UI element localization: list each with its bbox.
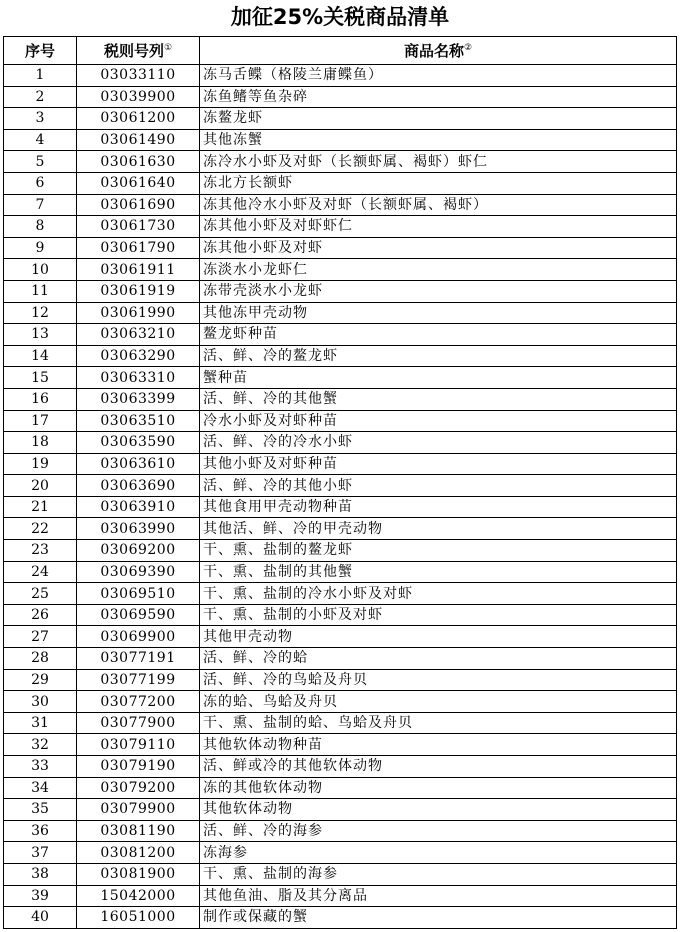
row-code-cell: 03069510 — [77, 583, 200, 605]
row-seq-cell: 38 — [4, 863, 77, 885]
row-name-cell: 冻的其他软体动物 — [200, 777, 677, 799]
row-code-cell: 03069200 — [77, 540, 200, 562]
table-row — [4, 561, 677, 583]
row-seq-cell: 13 — [4, 324, 77, 346]
row-code-cell: 03063510 — [77, 410, 200, 432]
row-name-cell: 冻其他小虾及对虾虾仁 — [200, 216, 677, 238]
row-name-cell: 冻海参 — [200, 842, 677, 864]
table-row — [4, 712, 677, 734]
table-row — [4, 453, 677, 475]
row-name-cell: 活、鲜、冷的冷水小虾 — [200, 432, 677, 454]
row-seq-cell: 30 — [4, 691, 77, 713]
table-body — [4, 65, 677, 929]
row-name-cell: 制作或保藏的蟹 — [200, 907, 677, 929]
table-row — [4, 583, 677, 605]
table-row — [4, 86, 677, 108]
row-code-cell: 03081200 — [77, 842, 200, 864]
table-row — [4, 885, 677, 907]
row-code-cell: 03069900 — [77, 626, 200, 648]
row-seq-cell: 16 — [4, 388, 77, 410]
table-row — [4, 777, 677, 799]
row-name-cell: 活、鲜、冷的鳌龙虾 — [200, 345, 677, 367]
table-row — [4, 820, 677, 842]
row-seq-cell: 32 — [4, 734, 77, 756]
row-code-cell: 03079110 — [77, 734, 200, 756]
header-code — [77, 37, 200, 65]
table-row — [4, 475, 677, 497]
row-name-cell: 其他冻蟹 — [200, 129, 677, 151]
row-seq-cell: 14 — [4, 345, 77, 367]
row-name-cell: 活、鲜、冷的蛤 — [200, 648, 677, 670]
row-code-cell: 03063610 — [77, 453, 200, 475]
table-row — [4, 259, 677, 281]
table-row — [4, 863, 677, 885]
row-code-cell: 03061790 — [77, 237, 200, 259]
row-code-cell: 03063399 — [77, 388, 200, 410]
row-code-cell: 03063310 — [77, 367, 200, 389]
row-seq-cell: 24 — [4, 561, 77, 583]
row-seq-cell: 33 — [4, 756, 77, 778]
row-seq-cell: 22 — [4, 518, 77, 540]
row-name-cell: 活、鲜、冷的其他蟹 — [200, 388, 677, 410]
row-seq-cell: 40 — [4, 907, 77, 929]
row-code-cell: 03077900 — [77, 712, 200, 734]
header-name — [200, 37, 677, 65]
table-row — [4, 604, 677, 626]
row-seq-cell: 20 — [4, 475, 77, 497]
row-name-cell: 冻冷水小虾及对虾（长额虾属、褐虾）虾仁 — [200, 151, 677, 173]
row-code-cell: 03061911 — [77, 259, 200, 281]
row-name-cell: 冻马舌鲽（格陵兰庸鲽鱼） — [200, 65, 677, 87]
row-name-cell: 活、鲜、冷的海参 — [200, 820, 677, 842]
table-row — [4, 907, 677, 929]
row-code-cell: 03081190 — [77, 820, 200, 842]
row-code-cell: 03063590 — [77, 432, 200, 454]
header-name-label: 商品名称 — [403, 41, 464, 60]
row-seq-cell: 29 — [4, 669, 77, 691]
row-code-cell: 03061640 — [77, 172, 200, 194]
header-code-footnote: ① — [163, 42, 173, 53]
row-name-cell: 其他甲壳动物 — [200, 626, 677, 648]
table-row — [4, 432, 677, 454]
row-name-cell: 活、鲜、冷的鸟蛤及舟贝 — [200, 669, 677, 691]
row-seq-cell: 9 — [4, 237, 77, 259]
row-seq-cell: 11 — [4, 280, 77, 302]
table-row — [4, 540, 677, 562]
row-code-cell: 03061490 — [77, 129, 200, 151]
row-name-cell: 冻淡水小龙虾仁 — [200, 259, 677, 281]
table-row — [4, 756, 677, 778]
table-row — [4, 129, 677, 151]
row-code-cell: 03077200 — [77, 691, 200, 713]
row-code-cell: 03033110 — [77, 65, 200, 87]
row-name-cell: 干、熏、盐制的鳌龙虾 — [200, 540, 677, 562]
row-name-cell: 冻的蛤、鸟蛤及舟贝 — [200, 691, 677, 713]
row-name-cell: 干、熏、盐制的海参 — [200, 863, 677, 885]
table-row — [4, 345, 677, 367]
row-seq-cell: 31 — [4, 712, 77, 734]
row-code-cell: 03063290 — [77, 345, 200, 367]
row-name-cell: 活、鲜或冷的其他软体动物 — [200, 756, 677, 778]
row-name-cell: 冻鱼鳍等鱼杂碎 — [200, 86, 677, 108]
row-name-cell: 其他小虾及对虾种苗 — [200, 453, 677, 475]
table-row — [4, 518, 677, 540]
row-seq-cell: 15 — [4, 367, 77, 389]
table-row — [4, 691, 677, 713]
table-row — [4, 280, 677, 302]
table-row — [4, 626, 677, 648]
row-name-cell: 冻其他小虾及对虾 — [200, 237, 677, 259]
row-code-cell: 03063210 — [77, 324, 200, 346]
row-seq-cell: 3 — [4, 108, 77, 130]
row-code-cell: 03081900 — [77, 863, 200, 885]
row-seq-cell: 18 — [4, 432, 77, 454]
row-seq-cell: 12 — [4, 302, 77, 324]
row-code-cell: 03061200 — [77, 108, 200, 130]
table-row — [4, 799, 677, 821]
row-code-cell: 03061919 — [77, 280, 200, 302]
row-code-cell: 03063990 — [77, 518, 200, 540]
table-row — [4, 194, 677, 216]
row-code-cell: 03061990 — [77, 302, 200, 324]
row-seq-cell: 28 — [4, 648, 77, 670]
row-code-cell: 03061630 — [77, 151, 200, 173]
row-seq-cell: 39 — [4, 885, 77, 907]
table-row — [4, 216, 677, 238]
table-row — [4, 108, 677, 130]
row-name-cell: 干、熏、盐制的冷水小虾及对虾 — [200, 583, 677, 605]
row-name-cell: 其他软体动物 — [200, 799, 677, 821]
row-seq-cell: 8 — [4, 216, 77, 238]
row-name-cell: 冻其他冷水小虾及对虾（长额虾属、褐虾） — [200, 194, 677, 216]
row-name-cell: 冷水小虾及对虾种苗 — [200, 410, 677, 432]
row-seq-cell: 21 — [4, 496, 77, 518]
row-code-cell: 03063910 — [77, 496, 200, 518]
table-row — [4, 151, 677, 173]
row-seq-cell: 35 — [4, 799, 77, 821]
table-row — [4, 496, 677, 518]
tariff-table — [3, 36, 677, 929]
row-name-cell: 活、鲜、冷的其他小虾 — [200, 475, 677, 497]
row-name-cell: 干、熏、盐制的其他蟹 — [200, 561, 677, 583]
row-seq-cell: 1 — [4, 65, 77, 87]
row-code-cell: 03069590 — [77, 604, 200, 626]
header-seq — [4, 37, 77, 65]
row-seq-cell: 17 — [4, 410, 77, 432]
row-seq-cell: 27 — [4, 626, 77, 648]
row-code-cell: 03039900 — [77, 86, 200, 108]
row-seq-cell: 7 — [4, 194, 77, 216]
row-name-cell: 冻北方长额虾 — [200, 172, 677, 194]
table-row — [4, 842, 677, 864]
row-seq-cell: 36 — [4, 820, 77, 842]
row-name-cell: 其他食用甲壳动物种苗 — [200, 496, 677, 518]
table-row — [4, 65, 677, 87]
row-seq-cell: 6 — [4, 172, 77, 194]
table-row — [4, 669, 677, 691]
row-seq-cell: 2 — [4, 86, 77, 108]
row-name-cell: 干、熏、盐制的小虾及对虾 — [200, 604, 677, 626]
row-seq-cell: 19 — [4, 453, 77, 475]
row-name-cell: 干、熏、盐制的蛤、鸟蛤及舟贝 — [200, 712, 677, 734]
row-seq-cell: 25 — [4, 583, 77, 605]
table-row — [4, 172, 677, 194]
row-name-cell: 其他软体动物种苗 — [200, 734, 677, 756]
table-row — [4, 648, 677, 670]
row-code-cell: 03063690 — [77, 475, 200, 497]
row-name-cell: 鳌龙虾种苗 — [200, 324, 677, 346]
row-seq-cell: 23 — [4, 540, 77, 562]
row-name-cell: 其他鱼油、脂及其分离品 — [200, 885, 677, 907]
row-seq-cell: 37 — [4, 842, 77, 864]
row-code-cell: 03079200 — [77, 777, 200, 799]
table-row — [4, 734, 677, 756]
row-name-cell: 蟹种苗 — [200, 367, 677, 389]
row-code-cell: 03077199 — [77, 669, 200, 691]
table-header-row — [4, 37, 677, 65]
row-code-cell: 03061690 — [77, 194, 200, 216]
row-name-cell: 冻带壳淡水小龙虾 — [200, 280, 677, 302]
row-code-cell: 03079190 — [77, 756, 200, 778]
table-row — [4, 324, 677, 346]
row-code-cell: 15042000 — [77, 885, 200, 907]
row-seq-cell: 10 — [4, 259, 77, 281]
row-code-cell: 16051000 — [77, 907, 200, 929]
row-seq-cell: 5 — [4, 151, 77, 173]
table-row — [4, 388, 677, 410]
table-row — [4, 237, 677, 259]
header-code-label: 税则号列 — [103, 41, 164, 60]
row-name-cell: 其他活、鲜、冷的甲壳动物 — [200, 518, 677, 540]
table-row — [4, 302, 677, 324]
page-title: 加征25%关税商品清单 — [230, 5, 450, 29]
row-code-cell: 03069390 — [77, 561, 200, 583]
row-code-cell: 03079900 — [77, 799, 200, 821]
row-name-cell: 其他冻甲壳动物 — [200, 302, 677, 324]
row-seq-cell: 4 — [4, 129, 77, 151]
table-row — [4, 410, 677, 432]
row-code-cell: 03077191 — [77, 648, 200, 670]
header-name-footnote: ② — [463, 42, 473, 53]
row-code-cell: 03061730 — [77, 216, 200, 238]
table-row — [4, 367, 677, 389]
row-name-cell: 冻鳌龙虾 — [200, 108, 677, 130]
header-seq-label: 序号 — [24, 41, 55, 60]
row-seq-cell: 34 — [4, 777, 77, 799]
row-seq-cell: 26 — [4, 604, 77, 626]
